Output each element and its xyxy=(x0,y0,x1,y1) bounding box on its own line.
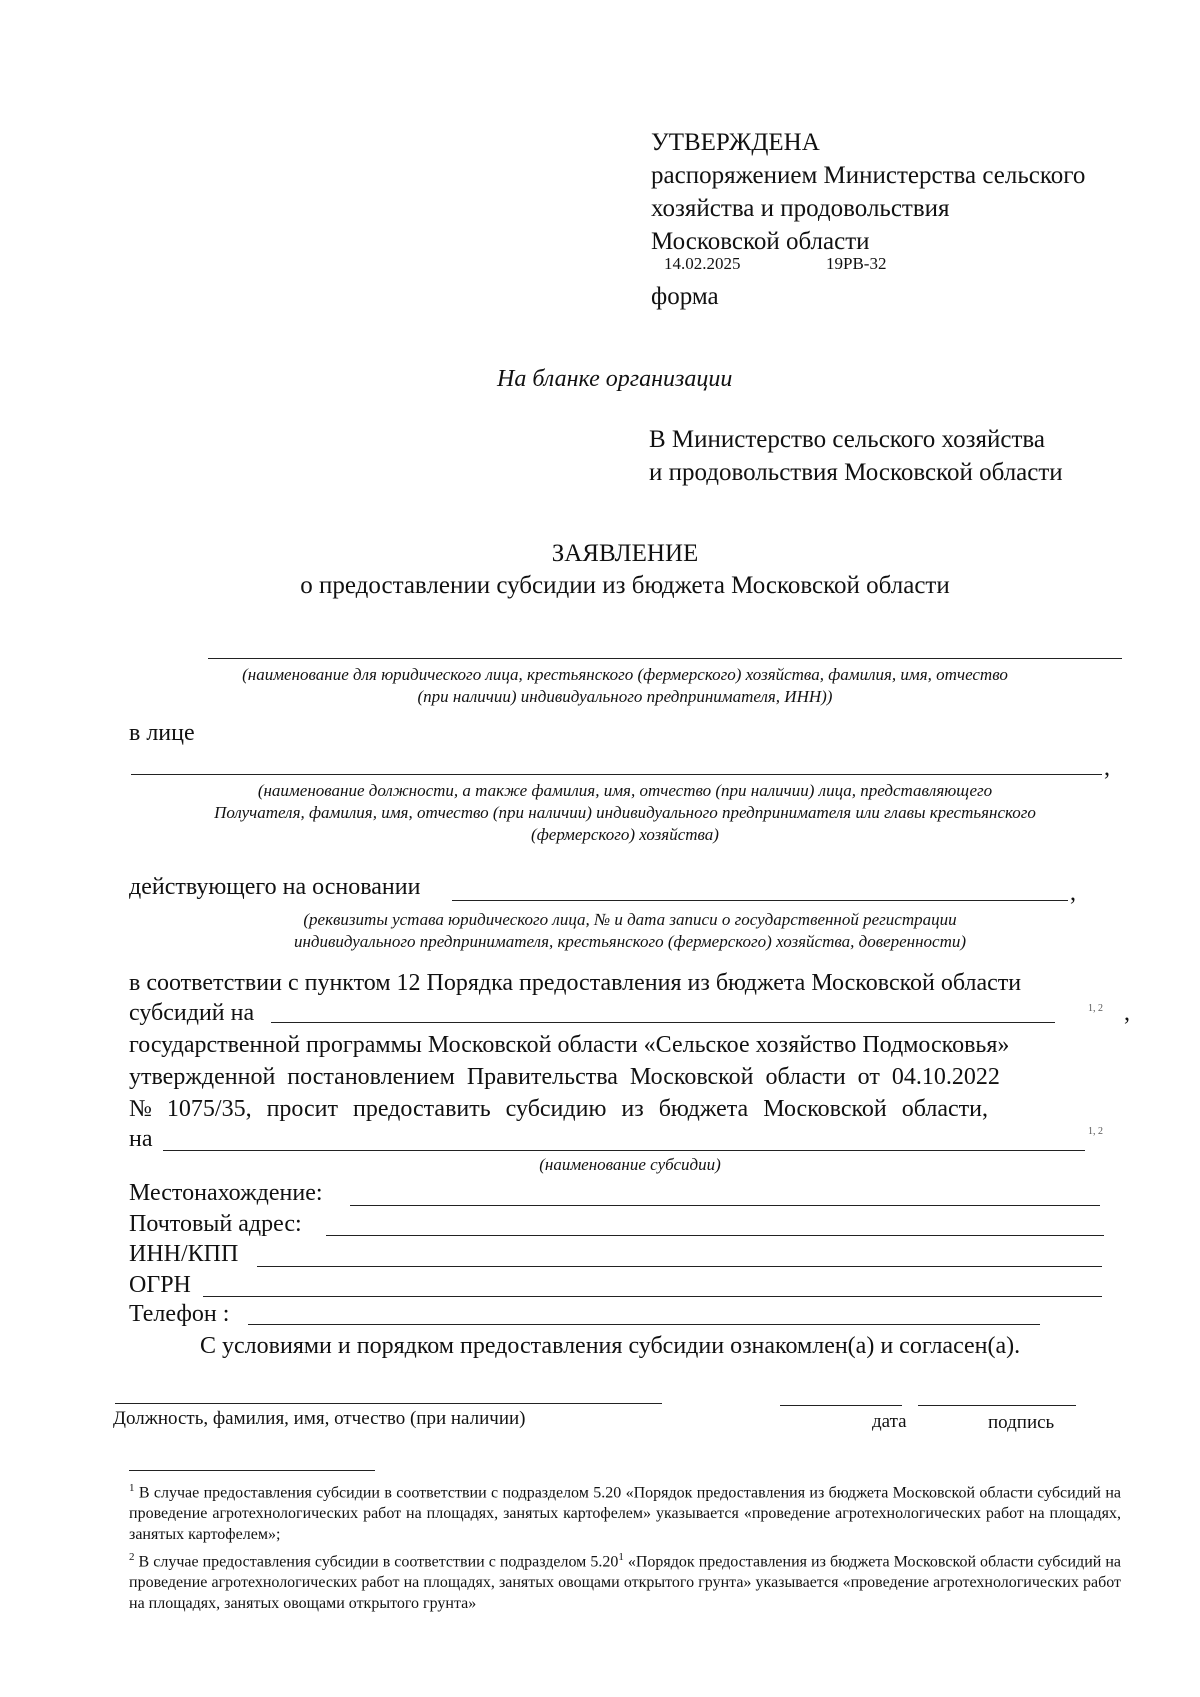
footnote-1 xyxy=(129,1478,1121,1545)
applicant-hint xyxy=(150,664,1100,708)
basis-hint-line-1: (реквизиты устава юридического лица, № и дата записи о государственной регистрации xyxy=(303,910,957,929)
subsidy-purpose-footnote-ref: 1, 2 xyxy=(1088,1003,1103,1014)
footnote-2-text-a: В случае предоставления субсидии в соответствии с подразделом 5.20 xyxy=(138,1553,619,1571)
represented-by-comma: , xyxy=(1104,755,1110,781)
basis-line[interactable] xyxy=(452,900,1068,901)
footnote-1-mark: 1 xyxy=(129,1482,135,1494)
represented-by-hint-line-3: (фермерского) хозяйства) xyxy=(531,825,719,844)
document-title: ЗАЯВЛЕНИЕ xyxy=(551,540,699,567)
approval-line-3: Московской области xyxy=(651,228,870,255)
represented-by-hint-line-1: (наименование должности, а также фамилия, имя, отчество (при наличии) лица, представляющего xyxy=(257,781,993,800)
date-label: дата xyxy=(872,1411,907,1432)
represented-by-hint-line-2: Получателя, фамилия, имя, отчество (при наличии) индивидуального предпринимателя или главы крестьянского xyxy=(214,803,1036,822)
applicant-hint-line-1: (наименование для юридического лица, крестьянского (фермерского) хозяйства, фамилия, имя, отчество xyxy=(242,665,1008,684)
subsidy-name-hint: (наименование субсидии) xyxy=(539,1155,721,1174)
agreement-text: С условиями и порядком предоставления субсидии ознакомлен(а) и согласен(а). xyxy=(200,1333,1021,1359)
footnote-2-mark: 2 xyxy=(129,1551,135,1563)
position-label: Должность, фамилия, имя, отчество (при наличии) xyxy=(113,1408,526,1429)
addressee-line-1: В Министерство сельского хозяйства xyxy=(649,426,1045,453)
basis-hint xyxy=(160,909,1100,953)
ogrn-field[interactable] xyxy=(203,1296,1102,1297)
subsidy-purpose-label: субсидий на xyxy=(129,1000,255,1026)
represented-by-line[interactable] xyxy=(131,774,1102,775)
approval-line-1: распоряжением Министерства сельского xyxy=(651,162,1086,189)
date-line[interactable] xyxy=(780,1405,902,1406)
approval-date: 14.02.2025 xyxy=(664,254,741,273)
approval-block xyxy=(651,126,1085,258)
approval-number: 19РВ-32 xyxy=(826,254,887,273)
subsidy-name-line[interactable] xyxy=(163,1150,1085,1151)
footnote-2 xyxy=(129,1547,1121,1614)
paragraph-line-4: утвержденной постановлением Правительства Московской области от 04.10.2022 xyxy=(129,1064,1000,1090)
postal-address-label: Почтовый адрес: xyxy=(129,1211,302,1237)
addressee-block xyxy=(649,423,1063,489)
basis-label: действующего на основании xyxy=(129,874,421,900)
subsidy-purpose-line[interactable] xyxy=(271,1022,1055,1023)
addressee-line-2: и продовольствия Московской области xyxy=(649,459,1063,486)
phone-label: Телефон : xyxy=(129,1301,230,1327)
position-signature-line[interactable] xyxy=(115,1403,662,1404)
location-field[interactable] xyxy=(350,1205,1100,1206)
approval-title: УТВЕРЖДЕНА xyxy=(651,129,820,156)
sign-label: подпись xyxy=(988,1412,1055,1433)
inn-kpp-label: ИНН/КПП xyxy=(129,1241,239,1267)
represented-by-hint xyxy=(120,780,1130,846)
approval-line-2: хозяйства и продовольствия xyxy=(651,195,950,222)
basis-comma: , xyxy=(1070,880,1076,906)
paragraph-line-5: № 1075/35, просит предоставить субсидию из бюджета Московской области, xyxy=(129,1096,988,1122)
footnote-1-text: В случае предоставления субсидии в соответствии с подразделом 5.20 «Порядок предоставления из бюджета Московской области субсидий на проведение агротехнологических работ на площадях, занятых картофелем» указывается «проведение агротехнологических работ на площадях, занятых картофелем»; xyxy=(129,1484,1121,1544)
represented-by-label: в лице xyxy=(129,720,195,746)
applicant-name-line[interactable] xyxy=(208,658,1122,659)
subsidy-name-footnote-ref: 1, 2 xyxy=(1088,1126,1103,1137)
phone-field[interactable] xyxy=(248,1324,1040,1325)
paragraph-line-1: в соответствии с пунктом 12 Порядка предоставления из бюджета Московской области xyxy=(129,970,1022,996)
sign-line[interactable] xyxy=(918,1405,1076,1406)
footnote-2-text-sup: 1 xyxy=(618,1551,624,1563)
basis-hint-line-2: индивидуального предпринимателя, крестьянского (фермерского) хозяйства, доверенности) xyxy=(293,932,967,951)
subsidy-purpose-comma: , xyxy=(1124,1000,1130,1026)
inn-kpp-field[interactable] xyxy=(257,1266,1102,1267)
paragraph-line-3: государственной программы Московской области «Сельское хозяйство Подмосковья» xyxy=(129,1032,1010,1058)
postal-address-field[interactable] xyxy=(326,1235,1104,1236)
footnote-separator xyxy=(129,1470,375,1471)
footnote-2-text-b: «Порядок предоставления из бюджета Московской области субсидий на проведение агротехнологических работ на площадях, занятых овощами открытого грунта» указывается «проведение агротехнологических работ на площадях, занятых овощами открытого грунта» xyxy=(129,1553,1122,1613)
letterhead-note: На бланке организации xyxy=(497,366,733,392)
applicant-hint-line-2: (при наличии) индивидуального предпринимателя, ИНН)) xyxy=(417,687,833,706)
document-subtitle: о предоставлении субсидии из бюджета Московской области xyxy=(300,572,950,599)
location-label: Местонахождение: xyxy=(129,1180,323,1206)
ogrn-label: ОГРН xyxy=(129,1272,191,1298)
form-label: форма xyxy=(651,283,719,310)
subsidy-name-label: на xyxy=(129,1126,153,1152)
